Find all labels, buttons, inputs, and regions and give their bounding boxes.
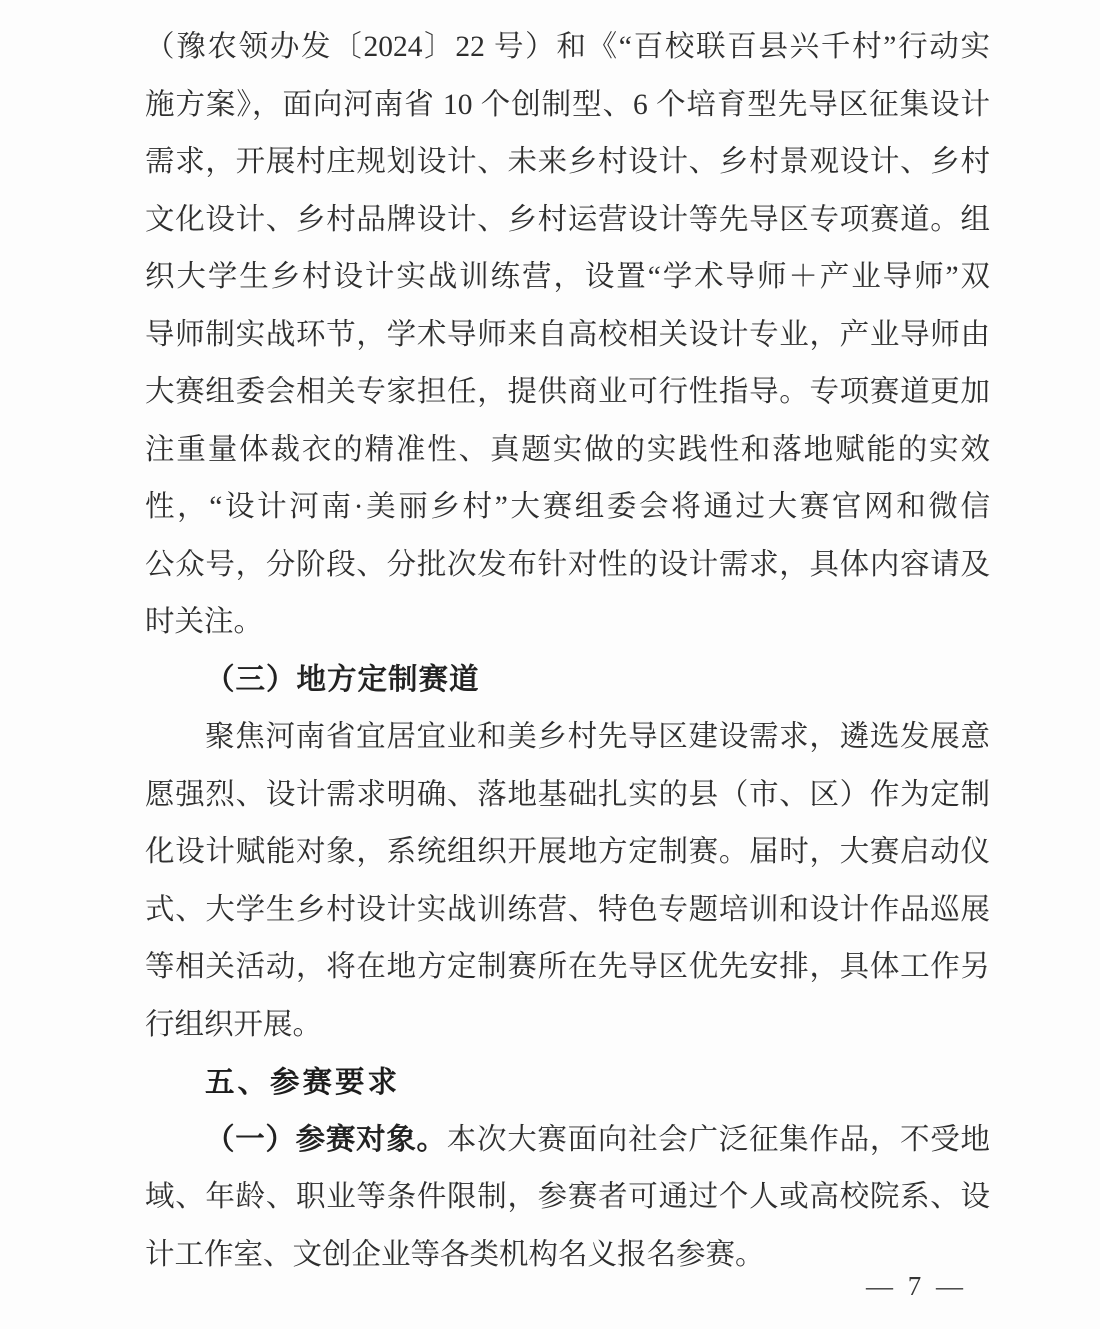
text-line: 公众号，分阶段、分批次发布针对性的设计需求，具体内容请及 <box>145 548 990 581</box>
text-line: 导师制实战环节，学术导师来自高校相关设计专业，产业导师由 <box>145 318 990 351</box>
text-line: 大赛组委会相关专家担任，提供商业可行性指导。专项赛道更加 <box>145 376 990 408</box>
text-line: 计工作室、文创企业等各类机构名义报名参赛。 <box>145 1238 765 1271</box>
text-line: 域、年龄、职业等条件限制，参赛者可通过个人或高校院系、设 <box>145 1181 990 1213</box>
page-number: — 7 — <box>866 1271 967 1301</box>
section-heading <box>145 1054 990 1112</box>
text-line: 五、参赛要求 <box>205 1066 401 1099</box>
text-line: 等相关活动，将在地方定制赛所在先导区优先安排，具体工作另 <box>145 951 990 983</box>
text-line: 施方案》，面向河南省 10 个创制型、6 个培育型先导区征集设计 <box>145 88 990 121</box>
body-paragraph <box>145 709 990 1054</box>
text-line: （三）地方定制赛道 <box>205 663 480 696</box>
text-line: 式、大学生乡村设计实战训练营、特色专题培训和设计作品巡展 <box>145 893 990 926</box>
text-line: 性，“设计河南·美丽乡村”大赛组委会将通过大赛官网和微信 <box>145 491 990 523</box>
text-line: 化设计赋能对象，系统组织开展地方定制赛。届时，大赛启动仪 <box>145 836 990 868</box>
text-line: 行组织开展。 <box>145 1008 323 1041</box>
text-line: 愿强烈、设计需求明确、落地基础扎实的县（市、区）作为定制 <box>145 778 990 811</box>
text-line: 织大学生乡村设计实战训练营，设置“学术导师＋产业导师”双 <box>145 261 990 293</box>
text-segment: 本次大赛面向社会广泛征集作品，不受地 <box>446 1123 990 1156</box>
body-paragraph <box>145 19 990 652</box>
text-line: 需求，开展村庄规划设计、未来乡村设计、乡村景观设计、乡村 <box>145 146 990 178</box>
paragraph-lead: （一）参赛对象。 <box>205 1123 447 1156</box>
text-line <box>145 1112 990 1170</box>
section-heading <box>145 652 990 710</box>
document-body <box>145 19 990 1284</box>
text-line: 文化设计、乡村品牌设计、乡村运营设计等先导区专项赛道。组 <box>145 203 990 236</box>
text-line: 注重量体裁衣的精准性、真题实做的实践性和落地赋能的实效 <box>145 433 990 466</box>
text-line: 聚焦河南省宜居宜业和美乡村先导区建设需求，遴选发展意 <box>205 721 990 753</box>
text-line: 时关注。 <box>145 606 264 638</box>
body-paragraph <box>145 1112 990 1285</box>
text-line: （豫农领办发〔2024〕22 号）和《“百校联百县兴千村”行动实 <box>145 31 990 63</box>
